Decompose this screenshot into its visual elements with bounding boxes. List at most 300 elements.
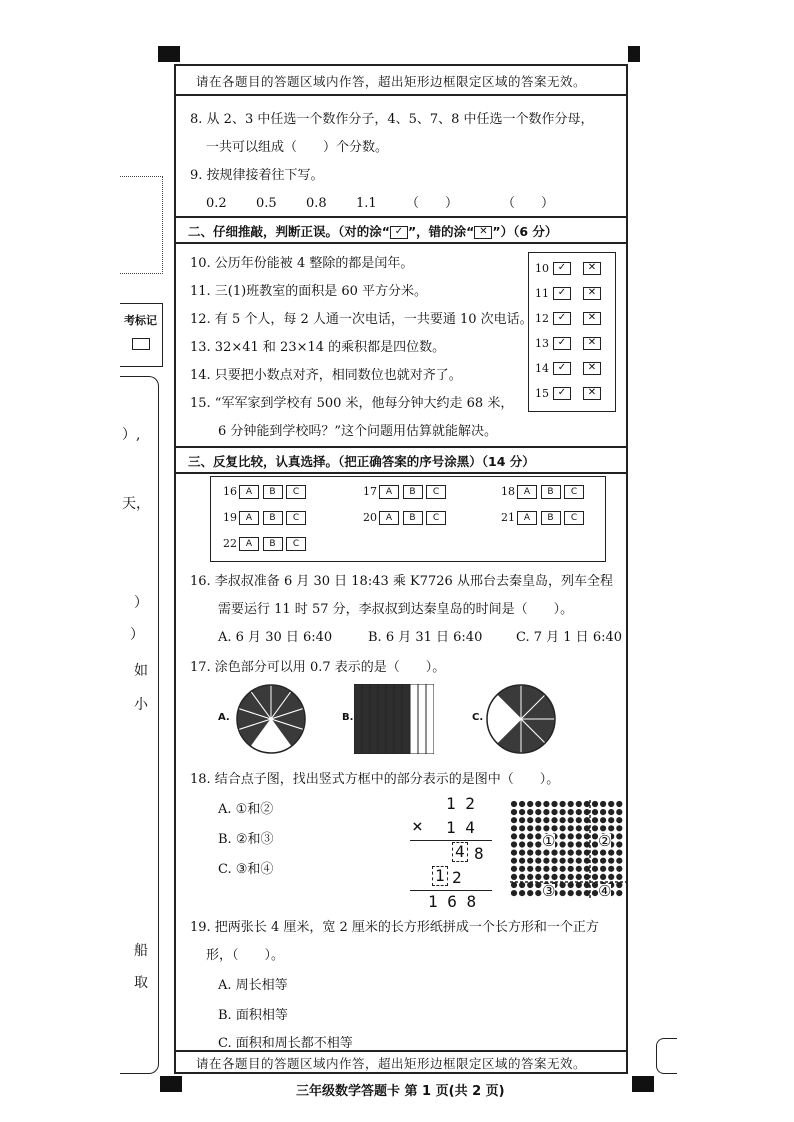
dot: [576, 817, 582, 823]
dot: [527, 866, 533, 872]
dot: [560, 825, 566, 831]
dot: [527, 809, 533, 815]
dot: [527, 833, 533, 839]
dot: [608, 817, 614, 823]
choice-answer-grid: [210, 476, 606, 562]
q9-seq-item: 0.2: [206, 196, 227, 211]
choice-row-19: [223, 511, 306, 525]
dot: [527, 890, 533, 896]
registration-mark-top-left: [158, 46, 180, 62]
check-mark-sample-icon: ✓: [390, 226, 408, 239]
bar-strip: [362, 684, 370, 754]
dot: [592, 874, 598, 880]
dot: [584, 866, 590, 872]
bar-strip: [418, 684, 426, 754]
dot: [519, 825, 525, 831]
q16-option-b: B. 6 月 31 日 6:40: [368, 630, 483, 645]
check-bubble[interactable]: ✓: [553, 287, 571, 300]
dot: [511, 825, 517, 831]
bar-strip: [378, 684, 386, 754]
option-b-bubble[interactable]: B: [263, 485, 283, 499]
q17-label-b: B.: [342, 712, 354, 723]
dot: [535, 890, 541, 896]
dot: [560, 882, 566, 888]
dot: [568, 809, 574, 815]
dot: [600, 874, 606, 880]
dot: [584, 801, 590, 807]
dot: [535, 866, 541, 872]
dot: [616, 801, 622, 807]
notice-divider-bottom: [176, 1050, 626, 1052]
calc-multiplier: 1 4: [446, 818, 475, 837]
option-c-bubble[interactable]: C: [426, 511, 446, 525]
q16-line1: 16. 李叔叔准备 6 月 30 日 18:43 乘 K7726 从邢台去秦皇岛，列车全程: [190, 574, 613, 589]
dot: [608, 801, 614, 807]
q19-option-b: B. 面积相等: [218, 1008, 288, 1023]
left-fragment-6: 小: [134, 697, 148, 713]
choice-row-18: [501, 485, 584, 499]
dot: [511, 890, 517, 896]
dot: [600, 801, 606, 807]
dot-region-label-3: ③: [542, 882, 556, 900]
q12-text: 12. 有 5 个人，每 2 人通一次电话，一共要通 10 次电话。: [190, 312, 533, 327]
dot-region-label-4: ④: [598, 882, 612, 900]
tf-row-number: 11: [535, 287, 549, 300]
tf-row-13: [535, 336, 601, 351]
section2-title: [188, 222, 557, 240]
cross-bubble[interactable]: ✕: [583, 337, 601, 350]
section3-title: 三、反复比较，认真选择。（把正确答案的序号涂黑）（14 分）: [188, 454, 535, 469]
choice-row-number: 17: [363, 485, 377, 498]
option-b-bubble[interactable]: B: [541, 485, 561, 499]
dot: [519, 817, 525, 823]
q9-answer-blank[interactable]: （ ）: [502, 196, 555, 211]
tf-row-number: 15: [535, 387, 549, 400]
dot: [560, 850, 566, 856]
dot: [511, 817, 517, 823]
bar-strip: [426, 684, 434, 754]
choice-row-20: [363, 511, 446, 525]
dot: [592, 801, 598, 807]
dot: [511, 801, 517, 807]
dot: [560, 874, 566, 880]
dot: [616, 866, 622, 872]
dot: [535, 809, 541, 815]
calc-partial1-rest: 8: [474, 844, 484, 863]
section3-divider: [176, 446, 626, 448]
q9-answer-blank[interactable]: （ ）: [406, 196, 459, 211]
bar-strip: [410, 684, 418, 754]
dot: [576, 858, 582, 864]
q16-option-c: C. 7 月 1 日 6:40: [516, 630, 623, 645]
choice-row-17: [363, 485, 446, 499]
dot: [560, 833, 566, 839]
dot: [543, 874, 549, 880]
left-fragment-1: ）,: [122, 427, 141, 443]
q17-label-c: C.: [472, 712, 484, 723]
dot: [535, 874, 541, 880]
dot: [576, 850, 582, 856]
dot: [568, 890, 574, 896]
option-a-bubble[interactable]: A: [239, 485, 259, 499]
dot: [616, 858, 622, 864]
dot: [551, 801, 557, 807]
calc-partial1-boxed: 4: [452, 842, 468, 862]
check-bubble[interactable]: ✓: [553, 312, 571, 325]
q19-line1: 19. 把两张长 4 厘米，宽 2 厘米的长方形纸拼成一个长方形和一个正方: [190, 920, 599, 935]
dot: [560, 890, 566, 896]
q9-seq-item: 1.1: [356, 196, 377, 211]
bar-strip: [386, 684, 394, 754]
dot: [511, 833, 517, 839]
dot-region-label-1: ①: [542, 832, 556, 850]
dot: [576, 866, 582, 872]
q8-line1: 8. 从 2、3 中任选一个数作分子，4、5、7、8 中任选一个数作分母，: [190, 112, 594, 127]
dot: [535, 858, 541, 864]
left-dotted-box: [120, 176, 163, 274]
dot: [535, 817, 541, 823]
q18-option-b: B. ②和③: [218, 832, 274, 847]
q18-option-a: A. ①和②: [218, 802, 274, 817]
dot: [568, 801, 574, 807]
dot: [511, 866, 517, 872]
option-a-bubble[interactable]: A: [517, 485, 537, 499]
q9-sequence: [206, 192, 582, 211]
dot: [551, 850, 557, 856]
dot: [616, 825, 622, 831]
dot: [527, 841, 533, 847]
dot: [584, 858, 590, 864]
dot: [616, 882, 622, 888]
cross-bubble[interactable]: ✕: [583, 362, 601, 375]
dot: [576, 825, 582, 831]
dot: [511, 850, 517, 856]
dot: [535, 850, 541, 856]
choice-row-number: 19: [223, 511, 237, 524]
section2-title-part: 二、仔细推敲，判断正误。（对的涂“: [188, 224, 390, 239]
dot: [600, 858, 606, 864]
dot: [543, 850, 549, 856]
left-fragment-7: 船: [134, 943, 148, 959]
dot: [551, 866, 557, 872]
q13-text: 13. 32×41 和 23×14 的乘积都是四位数。: [190, 340, 446, 355]
section2-title-underline: [176, 242, 626, 244]
dot: [535, 882, 541, 888]
option-c-bubble[interactable]: C: [564, 485, 584, 499]
tf-row-number: 12: [535, 312, 549, 325]
cross-bubble[interactable]: ✕: [583, 262, 601, 275]
tf-row-12: [535, 311, 601, 326]
dot: [527, 850, 533, 856]
tf-row-number: 10: [535, 262, 549, 275]
dot: [616, 833, 622, 839]
dot: [576, 833, 582, 839]
q17-text: 17. 涂色部分可以用 0.7 表示的是（ ）。: [190, 660, 446, 675]
section2-title-part: ”）（6 分）: [492, 224, 558, 239]
dot: [527, 882, 533, 888]
choice-row-16: [223, 485, 306, 499]
left-answer-border: [120, 376, 159, 1074]
dot: [511, 882, 517, 888]
dot: [527, 801, 533, 807]
dot: [527, 825, 533, 831]
dot: [608, 858, 614, 864]
dot: [568, 866, 574, 872]
choice-row-number: 16: [223, 485, 237, 498]
left-fragment-5: 如: [134, 663, 148, 679]
calc-partial2-rest: 2: [452, 868, 462, 887]
calc-line-2: [410, 890, 492, 891]
dot: [568, 882, 574, 888]
dot: [600, 866, 606, 872]
dot: [600, 809, 606, 815]
option-a-bubble[interactable]: A: [379, 511, 399, 525]
q10-text: 10. 公历年份能被 4 整除的都是闰年。: [190, 256, 414, 271]
option-c-bubble[interactable]: C: [286, 485, 306, 499]
dot: [576, 809, 582, 815]
dot: [568, 833, 574, 839]
option-b-bubble[interactable]: B: [263, 537, 283, 551]
dot: [584, 890, 590, 896]
dot: [608, 825, 614, 831]
dot: [568, 858, 574, 864]
dot: [519, 858, 525, 864]
dot: [608, 874, 614, 880]
dot: [519, 874, 525, 880]
q19-line2: 形，（ ）。: [206, 948, 285, 963]
q9-title: 9. 按规律接着往下写。: [190, 168, 324, 183]
dot: [584, 817, 590, 823]
exam-mark-label: 考标记: [124, 314, 157, 327]
dot: [519, 850, 525, 856]
q15-text-line2: 6 分钟能到学校吗？”这个问题用估算就能解决。: [218, 424, 498, 439]
calc-times-sign: ×: [412, 816, 423, 837]
check-bubble[interactable]: ✓: [553, 387, 571, 400]
dot: [519, 882, 525, 888]
dot: [527, 817, 533, 823]
true-false-answer-grid: [528, 252, 616, 412]
choice-row-22: [223, 537, 306, 551]
dot: [551, 825, 557, 831]
dot: [551, 874, 557, 880]
option-a-bubble[interactable]: A: [517, 511, 537, 525]
dot: [543, 817, 549, 823]
dot: [576, 841, 582, 847]
dot: [519, 833, 525, 839]
dot: [568, 841, 574, 847]
exam-mark-box: [132, 338, 150, 350]
choice-row-21: [501, 511, 584, 525]
option-b-bubble[interactable]: B: [263, 511, 283, 525]
option-b-bubble[interactable]: B: [403, 511, 423, 525]
dot: [535, 841, 541, 847]
dot: [560, 841, 566, 847]
tf-row-11: [535, 286, 601, 301]
tf-row-15: [535, 386, 601, 401]
q16-option-a: A. 6 月 30 日 6:40: [218, 630, 333, 645]
check-bubble[interactable]: ✓: [553, 337, 571, 350]
dot: [616, 841, 622, 847]
choice-row-number: 21: [501, 511, 515, 524]
cross-mark-sample-icon: ✕: [474, 226, 492, 239]
dot: [560, 858, 566, 864]
tf-row-10: [535, 261, 601, 276]
q18-vertical-multiplication: [402, 794, 498, 911]
notice-divider-top: [176, 94, 626, 96]
option-c-bubble[interactable]: C: [286, 537, 306, 551]
dot: [592, 817, 598, 823]
q9-seq-item: 0.8: [306, 196, 327, 211]
dot: [535, 801, 541, 807]
dot: [560, 801, 566, 807]
dot: [543, 858, 549, 864]
calc-partial2-boxed: 1: [432, 866, 448, 886]
dot: [584, 825, 590, 831]
q16-line2: 需要运行 11 时 57 分，李叔叔到达秦皇岛的时间是（ ）。: [218, 602, 574, 617]
dot: [576, 890, 582, 896]
bar-strip: [354, 684, 362, 754]
tf-row-14: [535, 361, 601, 376]
dot: [511, 841, 517, 847]
q14-text: 14. 只要把小数点对齐，相同数位也就对齐了。: [190, 368, 462, 383]
dot: [616, 809, 622, 815]
section2-divider: [176, 216, 626, 218]
calc-result: 1 6 8: [428, 892, 477, 911]
dot: [511, 858, 517, 864]
top-notice: 请在各题目的答题区域内作答，超出矩形边框限定区域的答案无效。: [196, 74, 587, 89]
dot: [543, 801, 549, 807]
dot: [543, 866, 549, 872]
q17-label-a: A.: [218, 712, 230, 723]
registration-mark-top-right: [628, 46, 640, 62]
right-margin-border: [656, 1038, 677, 1074]
page-footer: 三年级数学答题卡 第 1 页(共 2 页): [296, 1084, 505, 1099]
q19-option-a: A. 周长相等: [218, 978, 288, 993]
dot: [600, 825, 606, 831]
left-exam-mark-area: [120, 303, 163, 367]
q17-figure-a-pie: [234, 682, 308, 756]
dot: [584, 833, 590, 839]
dot: [584, 809, 590, 815]
bottom-notice: 请在各题目的答题区域内作答，超出矩形边框限定区域的答案无效。: [196, 1056, 587, 1071]
dot: [584, 882, 590, 888]
dot: [543, 809, 549, 815]
answer-frame: [174, 64, 628, 1074]
dot: [592, 850, 598, 856]
calc-line-1: [410, 840, 492, 841]
dot: [551, 817, 557, 823]
dot: [519, 866, 525, 872]
dot: [608, 809, 614, 815]
dot: [535, 825, 541, 831]
check-bubble[interactable]: ✓: [553, 362, 571, 375]
q15-text: 15. “军军家到学校有 500 米，他每分钟大约走 68 米，: [190, 396, 514, 411]
dot: [527, 874, 533, 880]
dot: [527, 858, 533, 864]
q11-text: 11. 三(1)班教室的面积是 60 平方分米。: [190, 284, 428, 299]
bar-strip: [402, 684, 410, 754]
dot: [608, 850, 614, 856]
tf-row-number: 13: [535, 337, 549, 350]
dot: [511, 874, 517, 880]
cross-bubble[interactable]: ✕: [583, 312, 601, 325]
left-fragment-2: 天，: [122, 496, 150, 512]
check-bubble[interactable]: ✓: [553, 262, 571, 275]
dot: [535, 833, 541, 839]
option-c-bubble[interactable]: C: [426, 485, 446, 499]
dot: [519, 801, 525, 807]
option-c-bubble[interactable]: C: [564, 511, 584, 525]
dot: [511, 809, 517, 815]
dot: [560, 809, 566, 815]
dot: [616, 817, 622, 823]
option-a-bubble[interactable]: A: [239, 537, 259, 551]
tf-row-number: 14: [535, 362, 549, 375]
dot: [560, 866, 566, 872]
q18-option-c: C. ③和④: [218, 862, 274, 877]
dot: [519, 841, 525, 847]
option-a-bubble[interactable]: A: [379, 485, 399, 499]
dot: [584, 850, 590, 856]
dot: [576, 801, 582, 807]
dot: [560, 817, 566, 823]
left-fragment-4: ）: [130, 627, 144, 643]
dot: [592, 825, 598, 831]
q19-option-c: C. 面积和周长都不相等: [218, 1036, 353, 1051]
dot: [608, 866, 614, 872]
dot: [600, 817, 606, 823]
q18-text: 18. 结合点子图，找出竖式方框中的部分表示的是图中（ ）。: [190, 772, 560, 787]
dot: [576, 882, 582, 888]
dot: [568, 874, 574, 880]
dot: [592, 858, 598, 864]
dot: [551, 809, 557, 815]
section3-title-underline: [176, 472, 626, 474]
left-fragment-3: ）: [134, 595, 148, 611]
dot-region-label-2: ②: [598, 832, 612, 850]
choice-row-number: 18: [501, 485, 515, 498]
bar-strip: [370, 684, 378, 754]
option-a-bubble[interactable]: A: [239, 511, 259, 525]
left-fragment-8: 取: [134, 975, 148, 991]
dot: [584, 841, 590, 847]
dot: [519, 809, 525, 815]
choice-row-number: 20: [363, 511, 377, 524]
dot: [568, 850, 574, 856]
option-b-bubble[interactable]: B: [403, 485, 423, 499]
q17-figure-c-pie: [484, 682, 558, 756]
option-c-bubble[interactable]: C: [286, 511, 306, 525]
dot: [592, 866, 598, 872]
dot: [600, 850, 606, 856]
q17-figure-b-bars: [354, 684, 434, 754]
section2-title-part: ”，错的涂“: [407, 224, 475, 239]
dot: [568, 825, 574, 831]
dot: [616, 890, 622, 896]
calc-multiplicand: 1 2: [446, 794, 475, 813]
choice-row-number: 22: [223, 537, 237, 550]
cross-bubble[interactable]: ✕: [583, 287, 601, 300]
dot: [592, 809, 598, 815]
q8-line2: 一共可以组成（ ）个分数。: [206, 140, 389, 155]
dot: [551, 858, 557, 864]
option-b-bubble[interactable]: B: [541, 511, 561, 525]
bar-strip: [394, 684, 402, 754]
cross-bubble[interactable]: ✕: [583, 387, 601, 400]
dot: [616, 874, 622, 880]
dot: [519, 890, 525, 896]
q9-seq-item: 0.5: [256, 196, 277, 211]
